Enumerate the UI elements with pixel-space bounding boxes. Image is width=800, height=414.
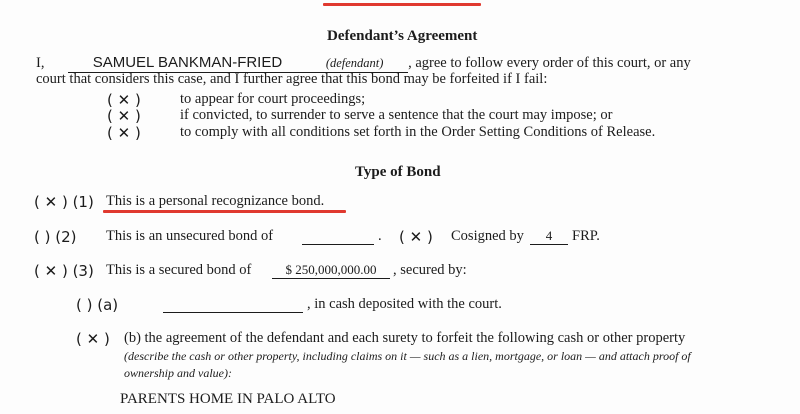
secured-bond-amount: $ 250,000,000.00 bbox=[272, 262, 390, 279]
bond-opt3-mark: ( ✕ ) (3) bbox=[34, 262, 94, 280]
defendant-label: (defendant) bbox=[325, 56, 384, 70]
condition-2-mark: ( ✕ ) bbox=[107, 107, 141, 125]
agreement-intro-line2: court that considers this case, and I further agree that this bond may be forfeited if I fail: bbox=[36, 71, 548, 87]
bond-opt2-text: This is an unsecured bond of bbox=[106, 228, 274, 244]
bond-opt2-mark: ( ) (2) bbox=[34, 228, 77, 246]
bond-opt3-text: This is a secured bond of bbox=[106, 262, 252, 278]
red-underline-annotation bbox=[103, 210, 346, 213]
cosign-mark: ( ✕ ) bbox=[399, 228, 433, 246]
bond-title: Type of Bond bbox=[355, 164, 441, 180]
agreement-title: Defendant’s Agreement bbox=[327, 28, 478, 44]
sub-a-text: , in cash deposited with the court. bbox=[307, 296, 502, 312]
property-description: PARENTS HOME IN PALO ALTO bbox=[120, 391, 336, 407]
unsecured-amount-blank bbox=[302, 228, 374, 245]
bond-opt1-mark: ( ✕ ) (1) bbox=[34, 193, 94, 211]
sub-b-mark: ( ✕ ) bbox=[76, 330, 110, 348]
cosign-suffix: FRP. bbox=[572, 228, 600, 244]
cosign-label: Cosigned by bbox=[451, 228, 524, 244]
intro-rest-line1: , agree to follow every order of this court, or any bbox=[408, 55, 691, 71]
sub-b-note-line1: (describe the cash or other property, including claims on it — such as a lien, mortgage, or loan — and attach proof of bbox=[124, 349, 691, 363]
bond-opt1-text: This is a personal recognizance bond. bbox=[106, 193, 325, 209]
bond-opt3-suffix: , secured by: bbox=[393, 262, 467, 278]
condition-2-text: if convicted, to surrender to serve a sentence that the court may impose; or bbox=[180, 107, 613, 123]
cosign-count: 4 bbox=[530, 228, 568, 245]
top-red-annotation-line bbox=[323, 3, 481, 6]
condition-1-text: to appear for court proceedings; bbox=[180, 91, 366, 107]
cash-deposit-blank bbox=[163, 296, 303, 313]
sub-b-text: (b) the agreement of the defendant and each surety to forfeit the following cash or other property bbox=[124, 330, 686, 346]
sub-a-mark: ( ) (a) bbox=[76, 296, 119, 314]
defendant-name: SAMUEL BANKMAN-FRIED bbox=[92, 54, 283, 71]
condition-3-mark: ( ✕ ) bbox=[107, 124, 141, 142]
condition-1-mark: ( ✕ ) bbox=[107, 91, 141, 109]
intro-prefix: I, bbox=[36, 55, 45, 71]
sub-b-note-line2: ownership and value): bbox=[124, 366, 232, 380]
condition-3-text: to comply with all conditions set forth in the Order Setting Conditions of Release. bbox=[180, 124, 656, 140]
